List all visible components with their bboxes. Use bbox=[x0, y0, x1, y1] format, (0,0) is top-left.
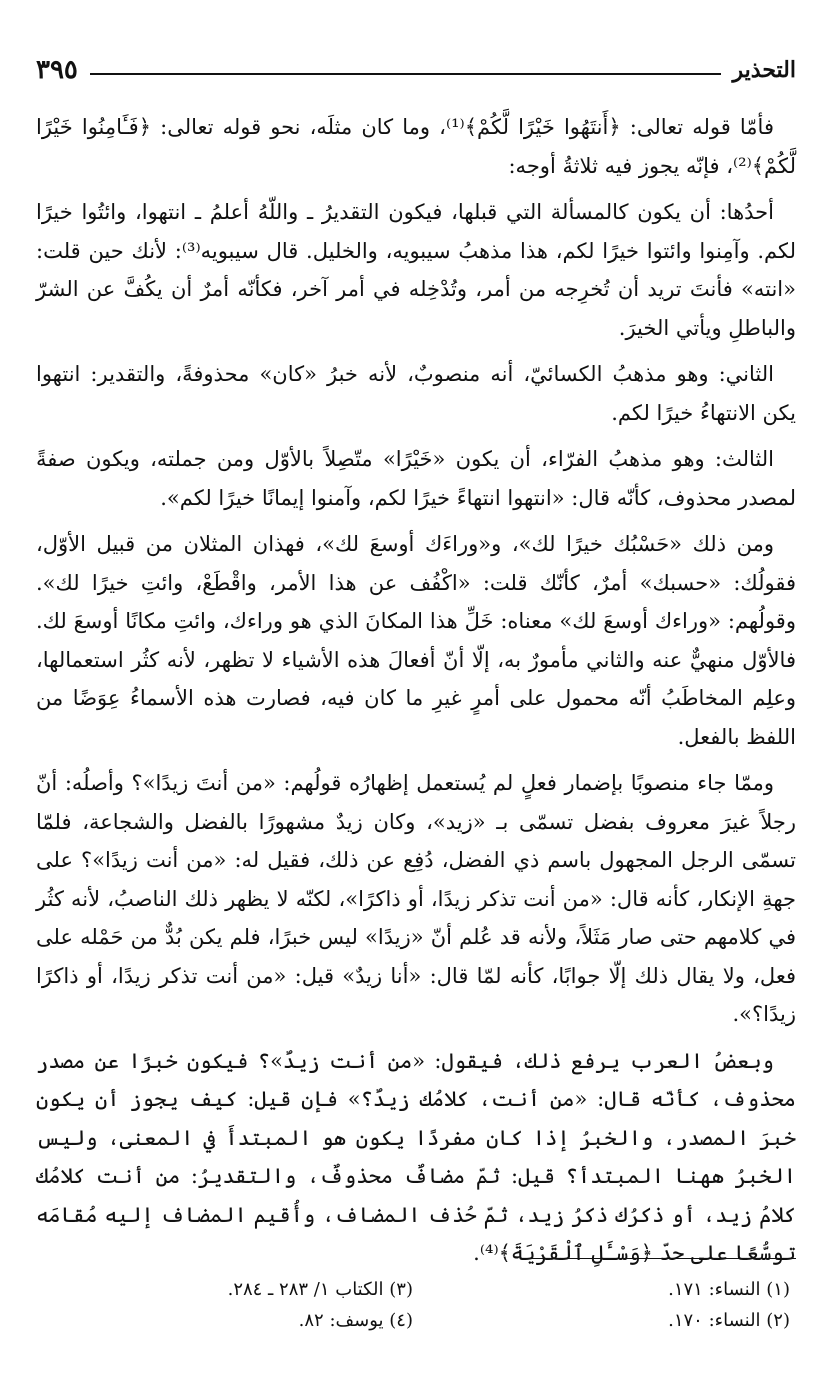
paragraph: وبعضُ العرب يرفع ذلك، فيقول: «من أنت زيدٌ»؟ فيكون خبرًا عن مصدر محذوف، كأنّه قال: «من أنت، كلامُك زيدٌ؟» فإن قيل: كيف يجوز أن يكون خبرَ المصدر، والخبرُ إذا كان مفردًا يكون هو المبتدأَ في المعنى، وليس الخبرُ ههنا المبتدأ؟ قيل: ثمّ مضافٌ محذوفٌ، والتقديرُ: من أنت كلامُك كلامُ زيد، أو ذكرُك ذكرُ زيد، ثمّ حُذف المضاف، وأُقيم المضاف إليه مُقامَه توسُّعًا على حدّ ﴿وَسْـَٔلِ ٱلْقَرْيَةَ﴾⁽⁴⁾. bbox=[36, 1048, 796, 1265]
footnotes bbox=[36, 1274, 790, 1336]
footnote-rule bbox=[524, 1258, 796, 1259]
footnote-2: (٢) النساء: ١٧٠. bbox=[668, 1310, 790, 1331]
footnote-1: (١) النساء: ١٧١. bbox=[668, 1279, 790, 1300]
footnote-3: (٣) الكتاب ١/ ٢٨٣ ـ ٢٨٤. bbox=[227, 1279, 413, 1300]
main-text bbox=[36, 108, 796, 1281]
chapter-title: التحذير bbox=[732, 57, 796, 83]
paragraph: ومن ذلك «حَسْبُك خيرًا لك»، و«وراءَك أوسعَ لك»، فهذان المثلان من قبيل الأوّل، فقولُك: «حسبك» أمرٌ، كأنّك قلت: «اكْفُف عن هذا الأمر، واقْطَعْ، وائتِ خيرًا لك». وقولُهم: «وراءك أوسعَ لك» معناه: خَلِّ هذا المكانَ الذي هو وراءك، وائتِ مكانًا أوسعَ لك. فالأوّل منهيٌّ عنه والثاني مأمورٌ به، إلّا أنّ أفعالَ هذه الأشياء لا تظهر، لأنه كثُر استعمالها، وعلِم المخاطَبُ أنّه محمول على أمرٍ غيرِ ما كان فيه، فصارت هذه الأسماءُ عِوَضًا من اللفظ بالفعل. bbox=[36, 532, 796, 749]
paragraph: وممّا جاء منصوبًا بإضمار فعلٍ لم يُستعمل إظهارُه قولُهم: «من أنتَ زيدًا»؟ وأصلُه: أنّ رجلاً غيرَ معروف بفضل تسمّى بـ «زيد»، وكان زيدٌ مشهورًا بالفضل والشجاعة، فلمّا تسمّى الرجل المجهول باسم ذي الفضل، دُفِع عن ذلك، فقيل له: «من أنت زيدًا»؟ على جهةِ الإنكار، كأنه قال: «من أنت تذكر زيدًا، أو ذاكرًا»، لكنّه لا يظهر ذلك الناصبُ، لأنه كثُر في كلامهم حتى صار مَثَلاً، ولأنه قد عُلم أنّ «زيدًا» ليس خبرًا، فلم يكن بُدٌّ من حَمْله على فعل، ولا يقال ذلك إلّا جوابًا، كأنه لمّا قال: «أنا زيدٌ» قيل: «من أنت تذكر زيدًا، أو ذاكرًا زيدًا؟». bbox=[36, 771, 796, 1026]
paragraph: الثاني: وهو مذهبُ الكسائيّ، أنه منصوبٌ، لأنه خبرُ «كان» محذوفةً، والتقدير: انتهوا يكن الانتهاءُ خيرًا لكم. bbox=[36, 362, 796, 425]
running-header bbox=[36, 50, 796, 90]
paragraph: أحدُها: أن يكون كالمسألة التي قبلها، فيكون التقديرُ ـ واللّهُ أعلمُ ـ انتهوا، وائتُوا خيرًا لكم. وآمِنوا وائتوا خيرًا لكم، هذا مذهبُ سيبويه، والخليل. قال سيبويه⁽³⁾: لأنك حين قلت: «انته» فأنتَ تريد أن تُخرِجه من أمر، وتُدْخِله في أمر آخر، فكأنّه أمرٌ أن يكُفَّ عن الشرّ والباطلِ ويأتي الخيرَ. bbox=[36, 200, 796, 340]
header-rule bbox=[90, 73, 721, 75]
paragraph: الثالث: وهو مذهبُ الفرّاء، أن يكون «خَيْرًا» متّصِلاً بالأوّل ومن جملته، ويكون صفةً لمصدر محذوف، كأنّه قال: «انتهوا انتهاءً خيرًا لكم، وآمنوا إيمانًا خيرًا لكم». bbox=[36, 447, 796, 510]
page-number: ٣٩٥ bbox=[36, 55, 78, 85]
paragraph: فأمّا قوله تعالى: ﴿أَنتَهُوا خَيْرًا لَّكُمْ﴾⁽¹⁾، وما كان مثلَه، نحو قوله تعالى: ﴿فَـَٔامِنُوا خَيْرًا لَّكُمْ﴾⁽²⁾، فإنّه يجوز فيه ثلاثةُ أوجه: bbox=[36, 115, 796, 178]
footnote-4: (٤) يوسف: ٨٢. bbox=[298, 1310, 413, 1331]
